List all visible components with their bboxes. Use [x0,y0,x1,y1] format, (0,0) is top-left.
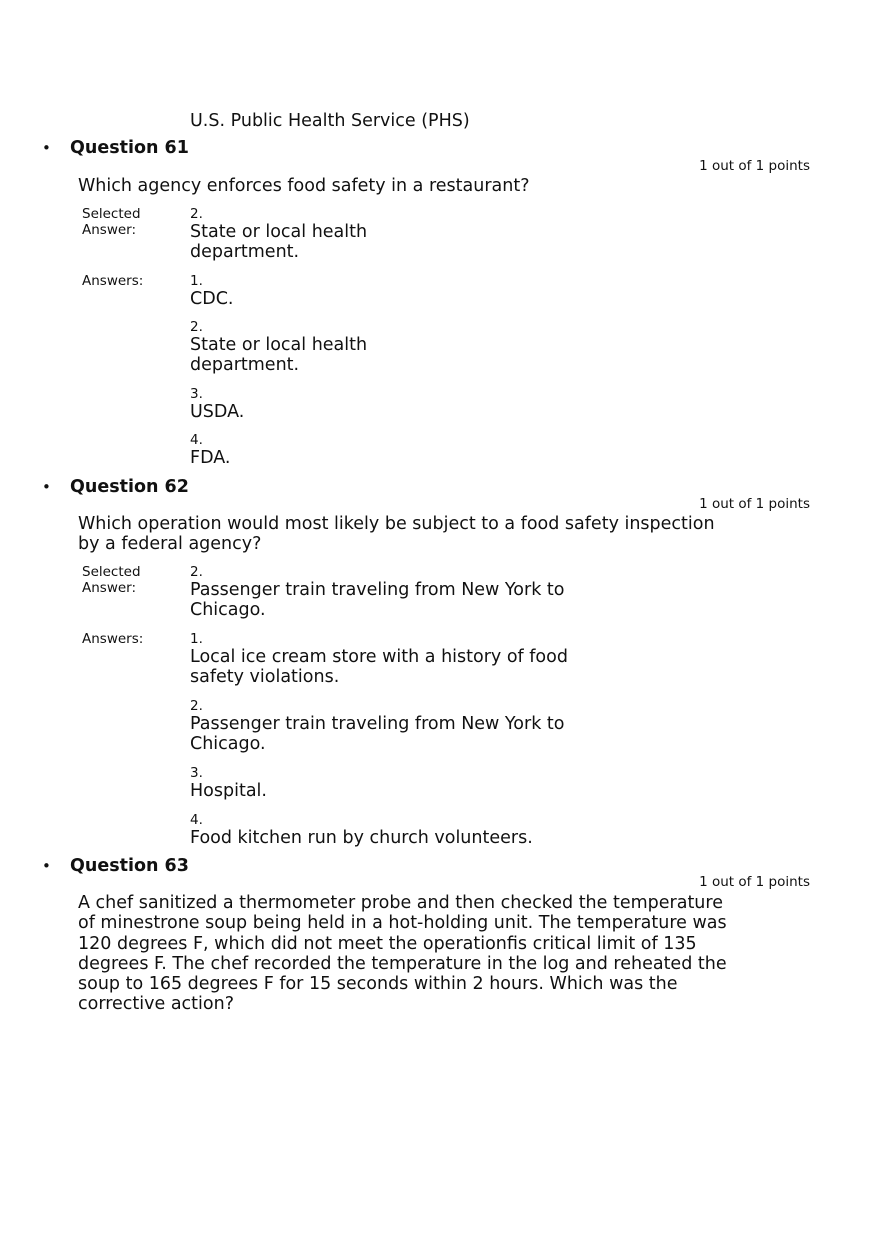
selected-answer-label: Selected Answer: [82,206,141,238]
question-points: 1 out of 1 points [699,874,810,890]
question-title: Question 62 [70,477,189,497]
question-points: 1 out of 1 points [699,158,810,174]
bullet-icon: • [42,478,51,496]
answer-number: 4. [190,432,203,448]
answer-option [190,432,570,468]
answer-text: Hospital. [190,781,267,801]
answer-option [190,319,570,376]
answer-number: 4. [190,812,203,828]
answer-number: 1. [190,631,203,647]
selected-answer [190,206,570,263]
answers-label: Answers: [82,631,144,647]
answers-label: Answers: [82,273,144,289]
question-points: 1 out of 1 points [699,496,810,512]
question-header [0,476,880,498]
answer-number: 2. [190,206,203,222]
answer-option [190,273,570,309]
answer-option [190,765,570,801]
answer-number: 2. [190,319,203,335]
answer-option [190,812,570,848]
answer-number: 2. [190,564,203,580]
answer-text: Passenger train traveling from New York to Chicago. [190,714,565,755]
answer-text: Local ice cream store with a history of food safety violations. [190,647,568,688]
answer-option [190,386,570,422]
question-header [0,137,880,159]
answer-option [190,631,570,688]
previous-answer-text: U.S. Public Health Service (PHS) [190,111,470,131]
answer-text: USDA. [190,402,245,422]
answer-text: Food kitchen run by church volunteers. [190,828,533,848]
answer-number: 2. [190,698,203,714]
bullet-icon: • [42,139,51,157]
question-text: A chef sanitized a thermometer probe and then checked the temperature of minestrone soup being held in a hot-holding unit. The temperature was 120 degrees F, which did not meet the operationfis critical limit of 135 degrees F. The chef recorded the temperature in the log and reheated the soup to 165 degrees F for 15 seconds within 2 hours. Which was the corrective action? [78,893,727,1015]
answer-number: 1. [190,273,203,289]
question-text: Which agency enforces food safety in a restaurant? [78,176,530,196]
question-title: Question 63 [70,856,189,876]
answer-option [190,698,570,755]
answer-text: State or local health department. [190,222,368,263]
answer-text: Passenger train traveling from New York to Chicago. [190,580,565,621]
bullet-icon: • [42,857,51,875]
answer-number: 3. [190,386,203,402]
answer-text: FDA. [190,448,231,468]
question-text: Which operation would most likely be subject to a food safety inspection by a federal agency? [78,514,715,555]
answer-text: State or local health department. [190,335,368,376]
selected-answer [190,564,570,621]
answer-number: 3. [190,765,203,781]
selected-answer-label: Selected Answer: [82,564,141,596]
question-title: Question 61 [70,138,189,158]
answer-text: CDC. [190,289,234,309]
